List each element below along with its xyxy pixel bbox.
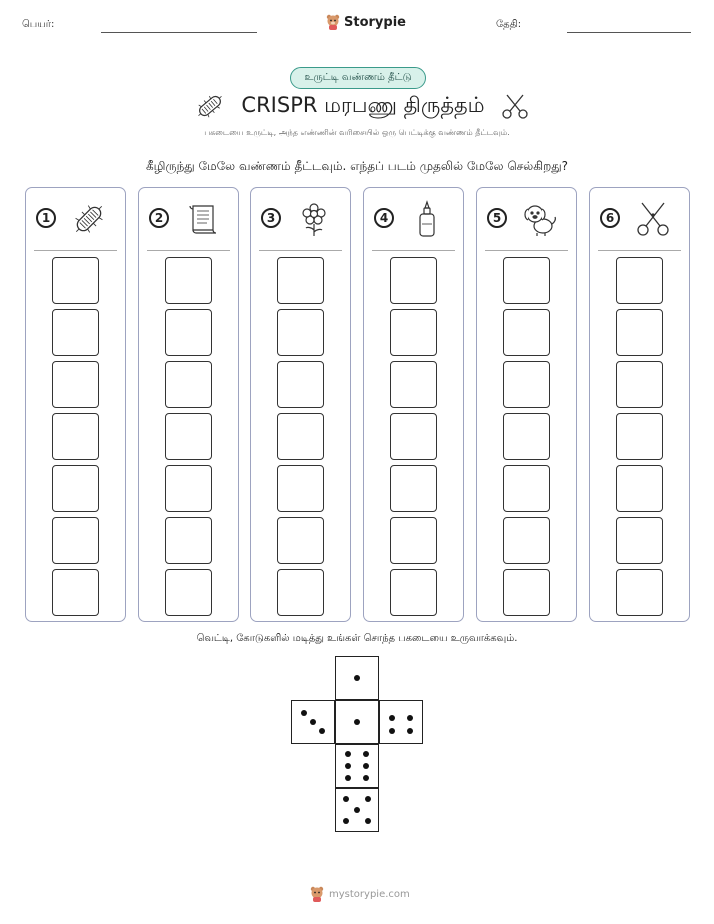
column-3 — [250, 187, 351, 622]
color-box[interactable] — [390, 413, 437, 460]
color-box[interactable] — [277, 413, 324, 460]
column-number: 1 — [36, 208, 56, 228]
color-box[interactable] — [390, 257, 437, 304]
pip — [343, 818, 349, 824]
pip — [319, 728, 325, 734]
color-box[interactable] — [165, 569, 212, 616]
color-box[interactable] — [503, 517, 550, 564]
pip — [310, 719, 316, 725]
color-box[interactable] — [390, 309, 437, 356]
bear-mascot-icon — [310, 886, 324, 902]
footer — [310, 886, 410, 902]
color-box[interactable] — [616, 569, 663, 616]
brand-logo — [326, 14, 406, 30]
column-2 — [138, 187, 239, 622]
column-number: 3 — [261, 208, 281, 228]
column-header — [139, 188, 238, 250]
scissors-icon — [634, 200, 672, 238]
color-box[interactable] — [52, 517, 99, 564]
pip — [343, 796, 349, 802]
pip — [407, 728, 413, 734]
color-box[interactable] — [52, 465, 99, 512]
bacterium-icon — [70, 200, 108, 238]
dice-face-4 — [379, 700, 423, 744]
color-box[interactable] — [277, 569, 324, 616]
dice-face-3 — [291, 700, 335, 744]
color-box[interactable] — [390, 569, 437, 616]
bacterium-icon — [195, 91, 225, 121]
dice-face-1 — [335, 700, 379, 744]
color-box[interactable] — [616, 257, 663, 304]
brand-name: Storypie — [344, 14, 406, 30]
pip — [354, 675, 360, 681]
color-box[interactable] — [616, 309, 663, 356]
color-box[interactable] — [165, 517, 212, 564]
subtitle: பகடையை உருட்டி, அந்த எண்ணின் வரிசையில் ஒரு பெட்டிக்கு வண்ணம் தீட்டவும். — [204, 128, 510, 137]
color-box[interactable] — [165, 309, 212, 356]
color-box[interactable] — [277, 257, 324, 304]
pip — [354, 807, 360, 813]
color-box[interactable] — [165, 465, 212, 512]
flower-icon — [295, 200, 333, 238]
instruction: கீழிருந்து மேலே வண்ணம் தீட்டவும். எந்தப் படம் முதலில் மேலே செல்கிறது? — [145, 159, 569, 173]
dice-face-1 — [335, 656, 379, 700]
column-divider — [598, 250, 681, 251]
column-header — [251, 188, 350, 250]
pip — [301, 710, 307, 716]
pip — [389, 715, 395, 721]
date-label: தேதி: — [496, 19, 522, 30]
column-divider — [34, 250, 117, 251]
column-divider — [147, 250, 230, 251]
color-box[interactable] — [277, 465, 324, 512]
color-box[interactable] — [616, 517, 663, 564]
color-box[interactable] — [503, 569, 550, 616]
column-5 — [476, 187, 577, 622]
pip — [345, 751, 351, 757]
color-box[interactable] — [52, 309, 99, 356]
dice-face-5 — [335, 788, 379, 832]
name-label: பெயர்: — [22, 19, 55, 30]
cut-instruction: வெட்டி, கோடுகளில் மடித்து உங்கள் சொந்த பகடையை உருவாக்கவும். — [196, 633, 518, 644]
color-box[interactable] — [503, 361, 550, 408]
color-box[interactable] — [165, 413, 212, 460]
color-box[interactable] — [52, 569, 99, 616]
color-box[interactable] — [52, 361, 99, 408]
color-box[interactable] — [277, 517, 324, 564]
name-line — [101, 32, 257, 33]
column-divider — [259, 250, 342, 251]
column-6 — [589, 187, 690, 622]
column-number: 4 — [374, 208, 394, 228]
color-box[interactable] — [390, 465, 437, 512]
color-box[interactable] — [503, 413, 550, 460]
color-box[interactable] — [616, 413, 663, 460]
column-divider — [372, 250, 455, 251]
color-box[interactable] — [277, 361, 324, 408]
activity-badge: உருட்டி வண்ணம் தீட்டு — [290, 67, 426, 89]
column-divider — [485, 250, 568, 251]
column-number: 2 — [149, 208, 169, 228]
scroll-icon — [183, 200, 221, 238]
page-title — [172, 90, 552, 122]
scissors-icon — [501, 92, 529, 120]
footer-url: mystorypie.com — [329, 888, 410, 900]
column-number: 5 — [487, 208, 507, 228]
bear-mascot-icon — [326, 14, 340, 30]
color-box[interactable] — [503, 257, 550, 304]
color-box[interactable] — [503, 309, 550, 356]
dice-face-6 — [335, 744, 379, 788]
date-line — [567, 32, 691, 33]
color-box[interactable] — [52, 413, 99, 460]
column-header — [26, 188, 125, 250]
column-header — [477, 188, 576, 250]
color-box[interactable] — [616, 361, 663, 408]
pip — [363, 751, 369, 757]
color-box[interactable] — [616, 465, 663, 512]
column-1 — [25, 187, 126, 622]
color-box[interactable] — [165, 257, 212, 304]
color-box[interactable] — [277, 309, 324, 356]
color-box[interactable] — [390, 517, 437, 564]
puppy-icon — [521, 200, 559, 238]
color-box[interactable] — [52, 257, 99, 304]
color-box[interactable] — [503, 465, 550, 512]
column-4 — [363, 187, 464, 622]
column-number: 6 — [600, 208, 620, 228]
pip — [389, 728, 395, 734]
dropper-bottle-icon — [408, 200, 446, 238]
pip — [354, 719, 360, 725]
pip — [365, 796, 371, 802]
color-box[interactable] — [390, 361, 437, 408]
color-box[interactable] — [165, 361, 212, 408]
pip — [363, 763, 369, 769]
column-header — [364, 188, 463, 250]
title-text: CRISPR மரபணு திருத்தம் — [241, 92, 485, 117]
pip — [365, 818, 371, 824]
column-header — [590, 188, 689, 250]
pip — [345, 763, 351, 769]
pip — [363, 775, 369, 781]
pip — [407, 715, 413, 721]
pip — [345, 775, 351, 781]
